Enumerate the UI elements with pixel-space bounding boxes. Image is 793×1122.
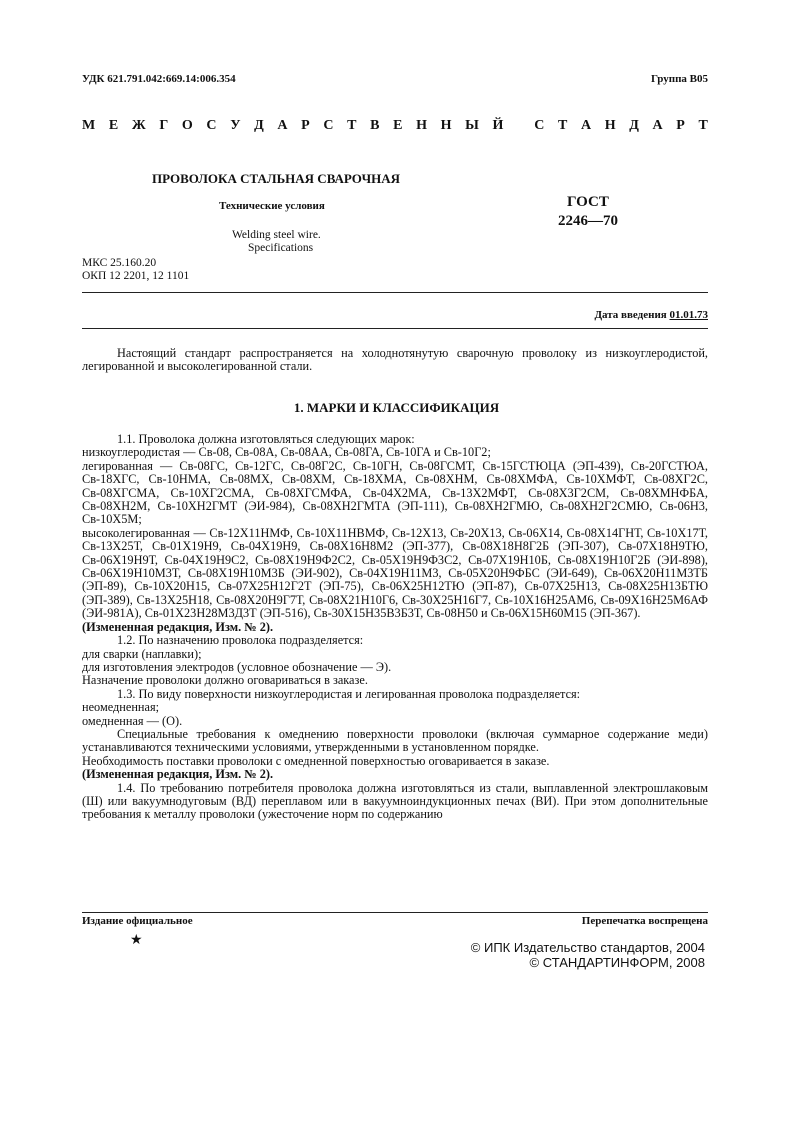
title-letter: Н: [416, 118, 427, 133]
edit-note: (Измененная редакция, Изм. № 2).: [82, 619, 274, 634]
title-letter: А: [580, 118, 592, 133]
title-letter: Ж: [131, 118, 146, 133]
okp-code: ОКП 12 2201, 12 1101: [82, 270, 190, 282]
title-letter: Д: [254, 118, 264, 133]
date-divider: [82, 328, 708, 329]
title-letter: С: [206, 118, 217, 133]
title-letter: Е: [393, 118, 403, 133]
title-letter: М: [82, 118, 96, 133]
clause-1-2-note: Назначение проволоки должно оговариваться в заказе.: [82, 673, 368, 688]
title-letter: Е: [108, 118, 119, 133]
introduction-date: [594, 309, 708, 321]
document-title: ПРОВОЛОКА СТАЛЬНАЯ СВАРОЧНАЯ: [152, 171, 401, 186]
clause-1-1-high-alloyed: высоколегированная — Св-12Х11НМФ, Св-10Х11НВМФ, Св-12Х13, Св-20Х13, Св-06Х14, Св-08Х14ГНТ, Св-10Х17Т, Св-13Х25Т, Св-01Х19Н9, Св-04Х19Н9, Св-08Х16Н8М2 (ЭП-377), Св-08Х18Н8Г2Б (ЭП-307), Св-07Х18Н9ТЮ, Св-06Х19Н9Т, Св-04Х19Н9С2, Св-08Х19Н9Ф2С2, Св-05Х19Н9Ф3С2, Св-07Х19Н10Б, Св-08Х19Н10Г2Б (ЭИ-898), Св-06Х19Н10М3Т, Св-08Х19Н10М3Б (ЭИ-902), Св-04Х19Н11М3, Св-05Х20Н9ФБС (ЭИ-649), Св-06Х20Н11М3ТБ (ЭП-89), Св-10Х20Н15, Св-07Х25Н12Г2Т (ЭП-75), Св-06Х25Н12ТЮ (ЭП-87), Св-07Х25Н13, Св-08Х25Н13БТЮ (ЭП-389), Св-13Х25Н18, Св-08Х20Н9Г7Т, Св-08Х21Н10Г6, Св-30Х25Н16Г7, Св-10Х16Н25АМ6, Св-09Х16Н25М6АФ (ЭИ-981А), Св-01Х23Н28М3Д3Т (ЭП-516), Св-30Х15Н35В3Б3Т, Св-08Н50 и Св-06Х15Н60М15 (ЭП-367).: [82, 525, 708, 621]
star-icon: ★: [130, 933, 143, 948]
title-letter: С: [534, 118, 545, 133]
official-edition: Издание официальное: [82, 915, 193, 927]
title-letter: Д: [629, 118, 639, 133]
title-letter: А: [652, 118, 663, 133]
title-letter: Й: [492, 118, 504, 133]
introduction-date-value: 01.01.73: [669, 309, 708, 321]
gost-number: 2246—70: [558, 213, 618, 229]
introduction-date-label: Дата введения: [594, 309, 667, 321]
title-divider: [82, 292, 708, 293]
clause-1-3-item: неомедненная;: [82, 700, 160, 715]
mks-code: МКС 25.160.20: [82, 257, 157, 269]
title-letter: В: [370, 118, 380, 133]
group-code: Группа B05: [650, 73, 708, 85]
title-letter: Н: [440, 118, 452, 133]
document-subtitle: Технические условия: [219, 200, 325, 212]
clause-1-1-alloyed: легированная — Св-08ГС, Св-12ГС, Св-08Г2С, Св-10ГН, Св-08ГСМТ, Св-15ГСТЮЦА (ЭП-439), Св-20ГСТЮА, Св-18ХГС, Св-10НМА, Св-08МХ, Св-08ХМ, Св-18ХМА, Св-08ХНМ, Св-08ХМФА, Св-10ХМФТ, Св-08ХГ2С, Св-08ХГСМА, Св-10ХГ2СМА, Св-08ХГСМФА, Св-04Х2МА, Св-13Х2МФТ, Св-08Х3Г2СМ, Св-08ХМНФБА, Св-08ХН2М, Св-10ХН2ГМТ (ЭИ-984), Св-08ХН2ГМТА (ЭП-111), Св-08ХН2ГМЮ, Св-08ХН2Г2СМЮ, Св-06Н3, Св-10Х5М;: [82, 458, 708, 527]
section-heading: 1. МАРКИ И КЛАССИФИКАЦИЯ: [293, 400, 500, 415]
clause-1-1-low-carbon: низкоуглеродистая — Св-08, Св-08А, Св-08АА, Св-08ГА, Св-10ГА и Св-10Г2;: [82, 445, 491, 460]
title-gap: [517, 118, 521, 134]
title-letter: Ы: [465, 118, 479, 133]
clause-1-3-intro: 1.3. По виду поверхности низкоуглеродистая и легированная проволока подразделяется:: [117, 686, 581, 701]
title-letter: Т: [698, 118, 708, 133]
clause-1-2-intro: 1.2. По назначению проволока подразделяется:: [117, 633, 364, 648]
clause-1-1-intro: 1.1. Проволока должна изготовляться следующих марок:: [117, 432, 415, 446]
english-title-line-2: Specifications: [248, 242, 314, 254]
clause-1-3-item: омедненная — (О).: [82, 713, 183, 728]
title-letter: Г: [159, 118, 169, 133]
clause-1-1: [82, 433, 708, 822]
udk-code: УДК 621.791.042:669.14:006.354: [82, 73, 236, 85]
clause-1-4: 1.4. По требованию потребителя проволока должна изготовляться из стали, выплавленной электрошлаковым (Ш) или вакуумнодуговым (ВД) переплавом или в вакуумноиндукционных печах (ВИ). При этом дополнительные требования к металлу проволоки (ужесточение норм по содержанию: [82, 780, 708, 822]
title-letter: Т: [347, 118, 357, 133]
copyright-ipk: © ИПК Издательство стандартов, 2004: [470, 940, 705, 955]
english-title-line-1: Welding steel wire.: [232, 229, 321, 241]
title-letter: Р: [676, 118, 685, 133]
title-letter: Н: [604, 118, 616, 133]
title-letter: Р: [301, 118, 310, 133]
title-letter: О: [181, 118, 193, 133]
edit-note: (Измененная редакция, Изм. № 2).: [82, 767, 274, 782]
clause-1-3-special: Специальные требования к омеднению поверхности проволоки (включая суммарное содержание меди) устанавливаются техническими условиями, утвержденными в установленном порядке.: [82, 726, 708, 755]
clause-1-2-item: для сварки (наплавки);: [82, 646, 202, 661]
title-letter: У: [230, 118, 241, 133]
clause-1-2-item: для изготовления электродов (условное обозначение — Э).: [82, 659, 392, 674]
clause-1-3-supply: Необходимость поставки проволоки с омедненной поверхностью оговаривается в заказе.: [82, 753, 550, 768]
gost-label: ГОСТ: [567, 194, 609, 210]
interstate-standard-title: [82, 118, 708, 134]
title-letter: А: [277, 118, 288, 133]
reprint-prohibited: Перепечатка воспрещена: [581, 915, 708, 927]
scope-paragraph: Настоящий стандарт распространяется на холоднотянутую сварочную проволоку из низкоуглеродистой, легированной и высоколегированной стали.: [82, 346, 708, 374]
title-letter: Т: [557, 118, 568, 133]
title-letter: С: [323, 118, 334, 133]
footer-divider: [82, 912, 708, 913]
copyright-standartinform: © СТАНДАРТИНФОРМ, 2008: [529, 955, 705, 970]
